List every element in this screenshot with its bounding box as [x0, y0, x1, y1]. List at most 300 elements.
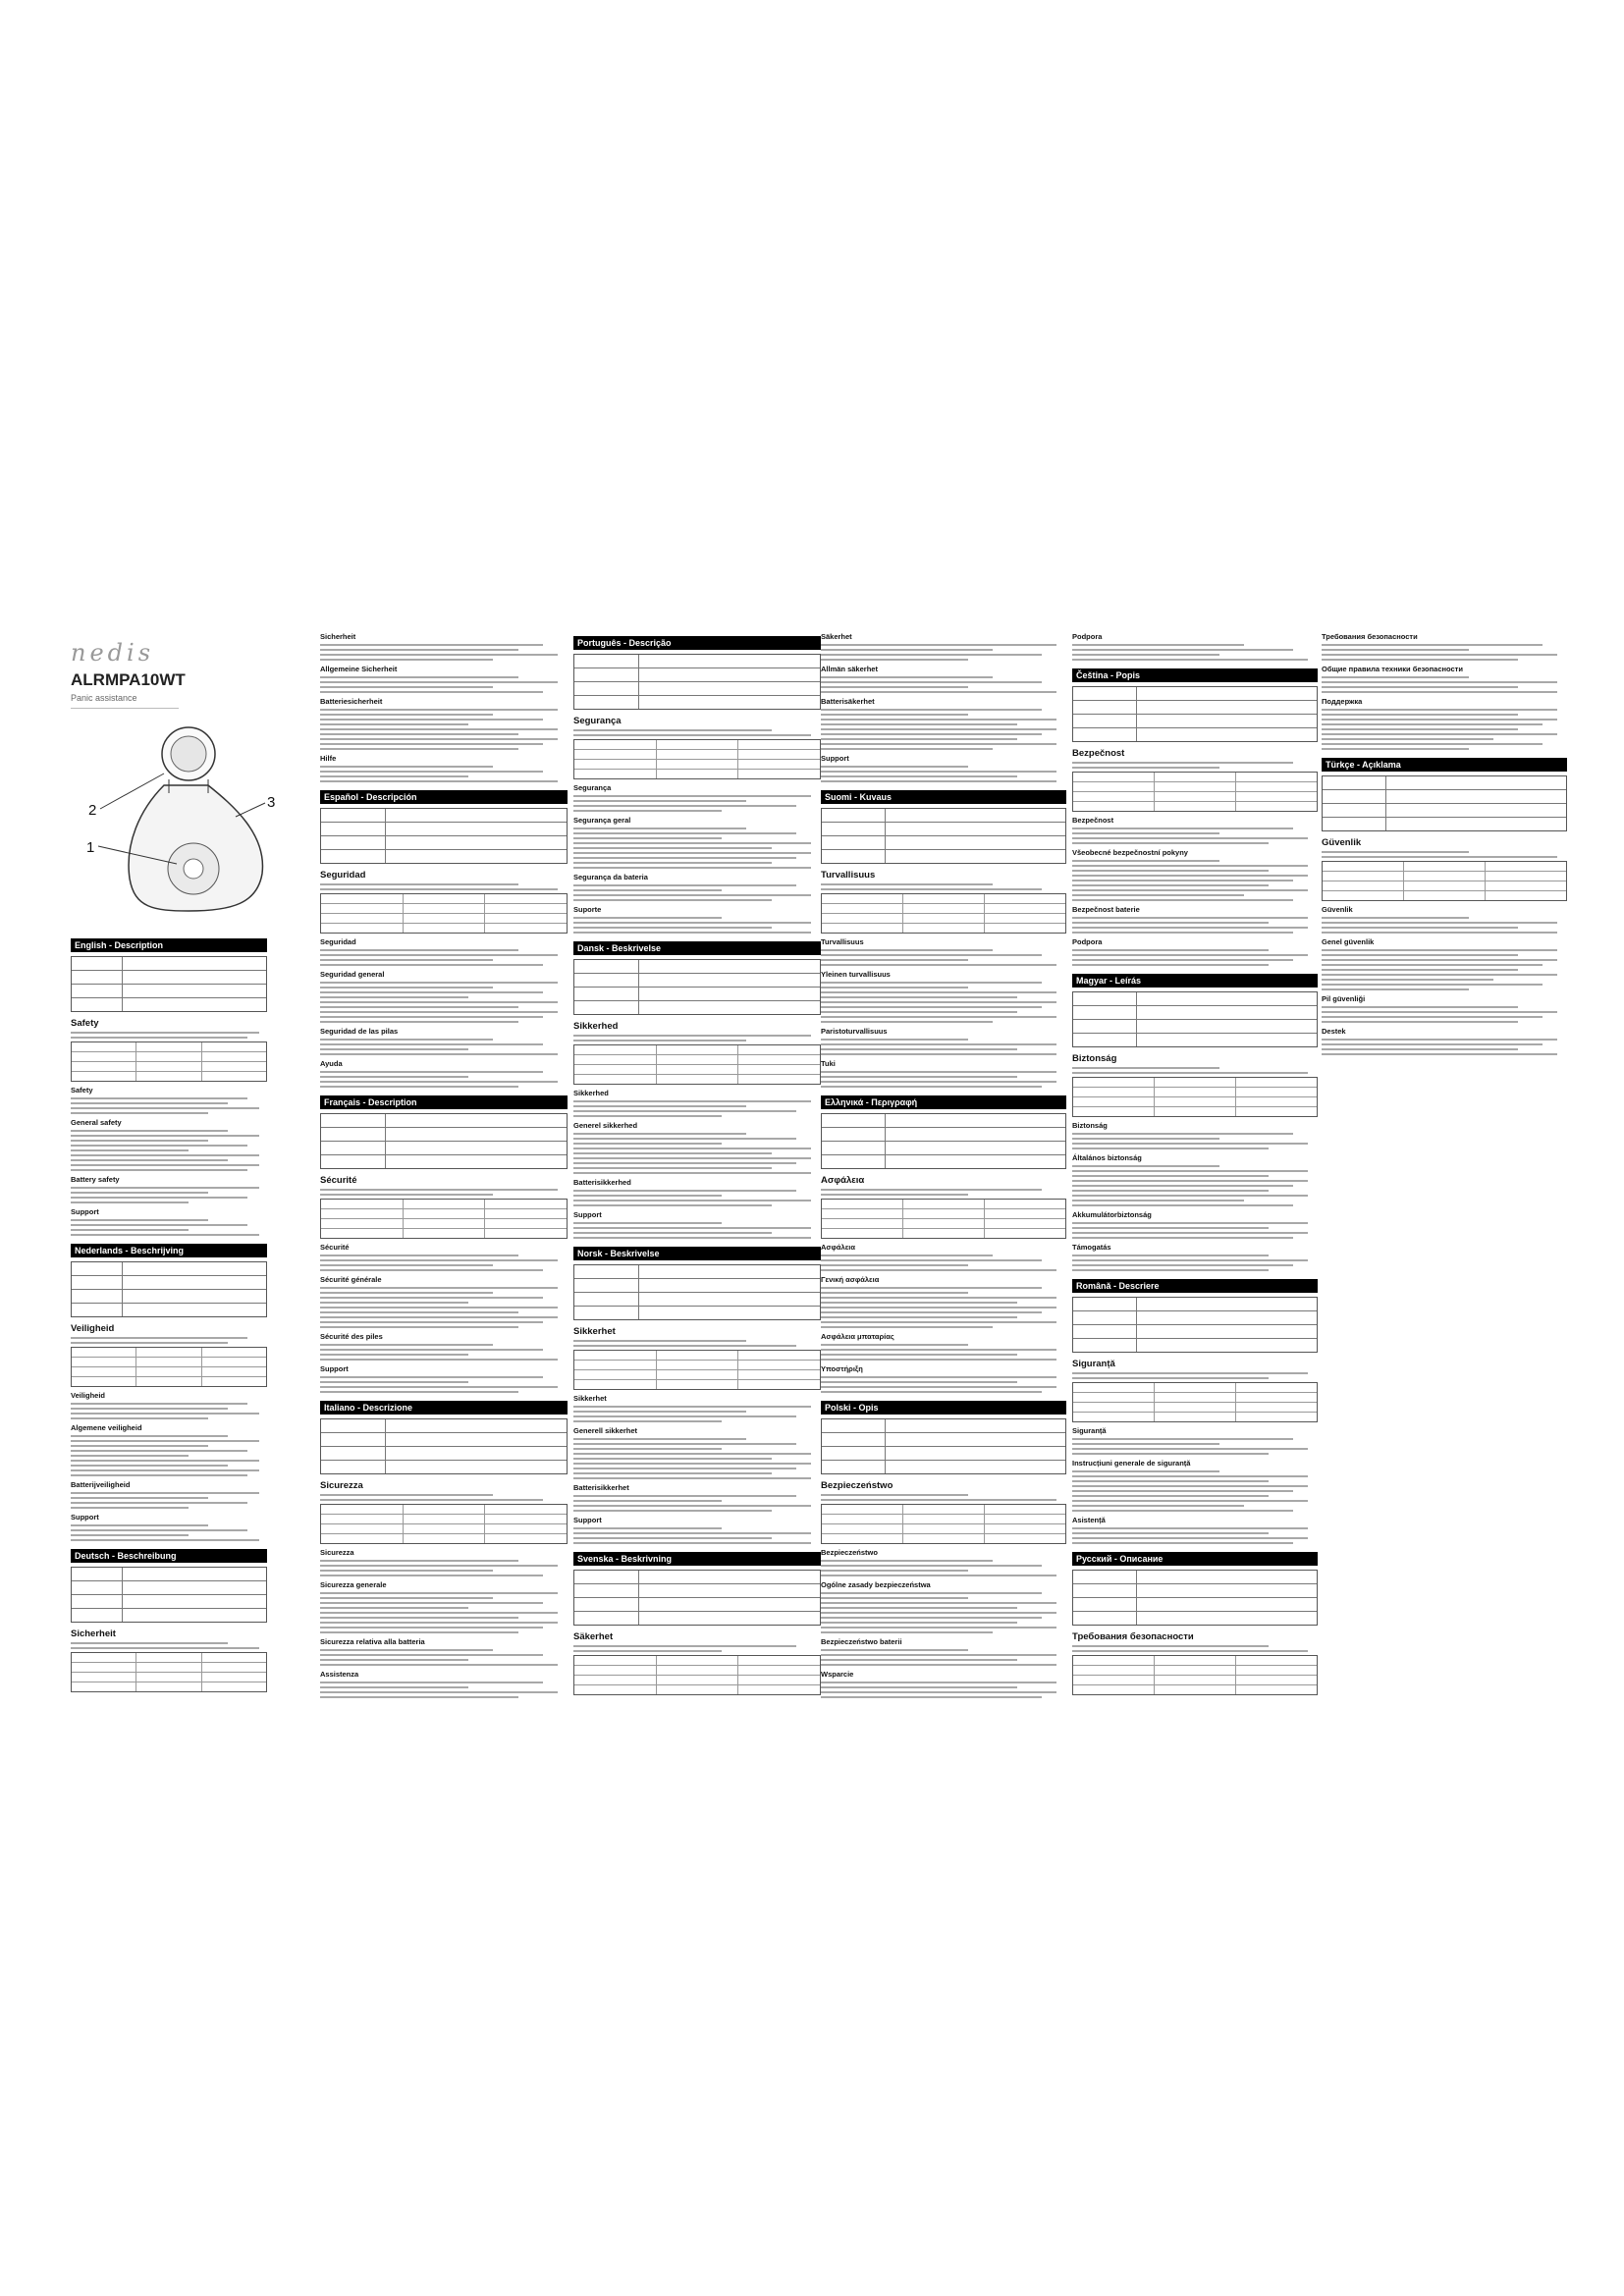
text-line — [320, 649, 518, 651]
spec-row — [1323, 790, 1566, 804]
text-line — [320, 676, 518, 678]
text-line — [320, 954, 558, 956]
parts-row — [822, 1505, 1065, 1515]
spec-key — [574, 696, 639, 709]
parts-cell — [657, 1055, 739, 1064]
parts-cell — [72, 1348, 136, 1357]
parts-cell — [1323, 891, 1404, 900]
parts-cell — [404, 1200, 486, 1208]
parts-cell — [72, 1682, 136, 1691]
spec-row — [822, 1433, 1065, 1447]
spec-row — [321, 850, 567, 863]
parts-row — [822, 1534, 1065, 1543]
subsection-heading: Güvenlik — [1322, 905, 1353, 914]
parts-cell — [136, 1072, 201, 1081]
parts-cell — [321, 1200, 404, 1208]
text-line — [821, 1664, 1056, 1666]
parts-cell — [202, 1653, 266, 1662]
parts-row — [822, 1524, 1065, 1534]
text-line — [821, 1602, 1056, 1604]
parts-row — [321, 1219, 567, 1229]
parts-cell — [72, 1673, 136, 1682]
text-line — [573, 927, 772, 929]
parts-cell — [738, 1361, 820, 1369]
text-line — [320, 888, 558, 890]
text-line — [320, 681, 558, 683]
text-line — [320, 1376, 543, 1378]
text-line — [821, 1499, 1056, 1501]
subsection-heading: Instrucțiuni generale de siguranță — [1072, 1459, 1191, 1468]
spec-key — [321, 1447, 386, 1460]
parts-row — [822, 1209, 1065, 1219]
text-line — [573, 734, 811, 736]
subsection-heading: Sikkerhed — [573, 1089, 609, 1097]
text-line — [573, 1458, 772, 1460]
text-line — [1072, 1542, 1293, 1544]
parts-cell — [136, 1682, 201, 1691]
text-line — [821, 1297, 1056, 1299]
parts-row — [1073, 1413, 1317, 1421]
parts-cell — [1486, 891, 1566, 900]
subsection-heading: Safety — [71, 1086, 93, 1095]
spec-row — [1323, 818, 1566, 830]
text-line — [320, 1602, 543, 1604]
text-line — [821, 728, 1056, 730]
brand-logo: nedis — [71, 639, 155, 667]
parts-cell — [657, 1666, 739, 1675]
spec-key — [321, 809, 386, 822]
text-line — [821, 1494, 968, 1496]
parts-row — [822, 904, 1065, 914]
text-line — [320, 982, 558, 984]
parts-row — [822, 1219, 1065, 1229]
subsection-heading: Ayuda — [320, 1059, 343, 1068]
spec-table — [71, 1261, 267, 1317]
parts-row — [321, 1515, 567, 1524]
parts-cell — [136, 1663, 201, 1672]
parts-cell — [738, 760, 820, 769]
parts-cell — [136, 1653, 201, 1662]
text-line — [821, 1321, 1056, 1323]
subsection-heading: Podpora — [1072, 632, 1103, 641]
text-line — [821, 719, 1056, 721]
spec-key — [574, 988, 639, 1000]
parts-cell — [903, 904, 985, 913]
text-line — [320, 709, 558, 711]
parts-cell — [72, 1663, 136, 1672]
parts-cell — [822, 1534, 903, 1543]
text-line — [320, 949, 518, 951]
text-line — [1072, 917, 1308, 919]
parts-row — [72, 1673, 266, 1682]
text-line — [320, 1386, 558, 1388]
text-line — [1322, 964, 1543, 966]
parts-row — [321, 1200, 567, 1209]
text-line — [573, 1532, 811, 1534]
text-line — [320, 1048, 468, 1050]
text-line — [573, 1406, 811, 1408]
parts-row — [1323, 872, 1566, 881]
subsection-heading: Veiligheid — [71, 1391, 106, 1400]
text-line — [320, 1659, 468, 1661]
text-line — [320, 771, 543, 773]
text-line — [573, 1650, 722, 1652]
text-line — [821, 1349, 1056, 1351]
parts-cell — [903, 1219, 985, 1228]
text-line — [1072, 894, 1244, 896]
text-line — [821, 649, 993, 651]
parts-cell — [485, 924, 567, 933]
parts-cell — [1155, 1088, 1236, 1096]
spec-table — [1072, 686, 1318, 742]
column-3 — [573, 628, 821, 1698]
section-header: Dansk - Beskrivelse — [573, 941, 821, 955]
text-line — [821, 780, 1056, 782]
text-line — [320, 1575, 543, 1576]
parts-cell — [657, 750, 739, 759]
text-line — [573, 1477, 811, 1479]
text-line — [1072, 762, 1293, 764]
text-line — [320, 883, 518, 885]
subsection-heading: Bezpečnost baterie — [1072, 905, 1140, 914]
parts-cell — [321, 1505, 404, 1514]
text-line — [1072, 949, 1269, 951]
text-line — [821, 1292, 968, 1294]
text-line — [1072, 1148, 1269, 1149]
text-line — [1072, 1204, 1293, 1206]
spec-key — [1073, 1311, 1137, 1324]
subsection-heading: Hilfe — [320, 754, 337, 763]
text-line — [320, 1682, 543, 1683]
text-line — [573, 1237, 811, 1239]
parts-cell — [202, 1072, 266, 1081]
subsection-heading: Säkerhet — [573, 1631, 614, 1642]
spec-table — [1072, 1297, 1318, 1353]
text-line — [1322, 714, 1518, 716]
parts-row — [1073, 782, 1317, 792]
parts-cell — [1236, 1685, 1317, 1694]
text-line — [821, 1006, 1042, 1008]
spec-key — [72, 1276, 123, 1289]
parts-cell — [202, 1052, 266, 1061]
text-line — [821, 733, 1042, 735]
parts-cell — [1073, 782, 1155, 791]
text-line — [821, 1649, 968, 1651]
text-line — [71, 1455, 189, 1457]
spec-row — [72, 1609, 266, 1622]
subsection-heading: Sicherheit — [320, 632, 356, 641]
parts-cell — [903, 1209, 985, 1218]
text-line — [1072, 1485, 1308, 1487]
text-line — [821, 1264, 968, 1266]
text-line — [573, 867, 811, 869]
spec-row — [72, 1276, 266, 1290]
parts-cell — [1073, 1676, 1155, 1684]
parts-cell — [136, 1673, 201, 1682]
text-line — [71, 1539, 259, 1541]
text-line — [1072, 927, 1308, 929]
text-line — [573, 1505, 811, 1507]
parts-cell — [1073, 1666, 1155, 1675]
subsection-heading: Sécurité générale — [320, 1275, 382, 1284]
text-line — [71, 1097, 247, 1099]
parts-cell — [1155, 1656, 1236, 1665]
parts-cell — [574, 1666, 657, 1675]
subsection-heading: Sicurezza relativa alla batteria — [320, 1637, 425, 1646]
subsection-heading: Ogólne zasady bezpieczeństwa — [821, 1580, 931, 1589]
text-line — [821, 1086, 1042, 1088]
spec-key — [822, 1447, 886, 1460]
callout-3: 3 — [267, 794, 276, 811]
parts-table — [320, 893, 568, 934]
text-line — [821, 686, 968, 688]
text-line — [320, 766, 493, 768]
parts-cell — [485, 1229, 567, 1238]
text-line — [1072, 837, 1308, 839]
text-line — [821, 959, 968, 961]
text-line — [320, 1189, 558, 1191]
text-line — [821, 1607, 1017, 1609]
text-line — [320, 1001, 558, 1003]
spec-key — [1073, 1325, 1137, 1338]
subsection-heading: Podpora — [1072, 937, 1103, 946]
text-line — [320, 1316, 558, 1318]
text-line — [1072, 1448, 1308, 1450]
parts-cell — [822, 1524, 903, 1533]
parts-row — [574, 770, 820, 778]
text-line — [71, 1145, 247, 1147]
parts-cell — [574, 1361, 657, 1369]
spec-row — [321, 1114, 567, 1128]
subsection-heading: Требования безопасности — [1072, 1631, 1194, 1642]
text-line — [1072, 1377, 1269, 1379]
spec-row — [822, 850, 1065, 863]
text-line — [320, 1631, 518, 1633]
text-line — [320, 1053, 558, 1055]
text-line — [1322, 748, 1469, 750]
spec-key — [1073, 1584, 1137, 1597]
subsection-heading: Segurança — [573, 783, 612, 792]
subsection-heading: Biztonság — [1072, 1053, 1117, 1064]
spec-key — [72, 985, 123, 997]
spec-row — [574, 682, 820, 696]
parts-row — [574, 1075, 820, 1084]
parts-cell — [738, 1656, 820, 1665]
parts-row — [321, 914, 567, 924]
spec-row — [1073, 728, 1317, 741]
text-line — [71, 1229, 189, 1231]
spec-row — [574, 974, 820, 988]
spec-row — [574, 1293, 820, 1307]
text-line — [573, 1411, 746, 1413]
text-line — [1072, 1222, 1308, 1224]
parts-cell — [985, 1219, 1065, 1228]
parts-table — [1072, 1077, 1318, 1117]
parts-row — [321, 1229, 567, 1238]
text-line — [1072, 654, 1219, 656]
spec-key — [574, 1293, 639, 1306]
spec-key — [1073, 1339, 1137, 1352]
parts-cell — [985, 1200, 1065, 1208]
parts-row — [72, 1682, 266, 1691]
subsection-heading: Sicurezza — [320, 1480, 363, 1491]
parts-cell — [485, 1209, 567, 1218]
parts-row — [574, 1065, 820, 1075]
text-line — [71, 1164, 259, 1166]
parts-cell — [72, 1358, 136, 1366]
text-line — [1072, 832, 1219, 834]
text-line — [573, 729, 772, 731]
text-line — [320, 964, 543, 966]
parts-row — [321, 904, 567, 914]
text-line — [320, 1344, 493, 1346]
spec-row — [72, 971, 266, 985]
spec-key — [822, 1128, 886, 1141]
text-line — [573, 1443, 796, 1445]
parts-cell — [822, 1209, 903, 1218]
spec-key — [1073, 1006, 1137, 1019]
parts-cell — [485, 904, 567, 913]
text-line — [821, 996, 1017, 998]
spec-row — [321, 809, 567, 823]
parts-cell — [136, 1367, 201, 1376]
text-line — [573, 1510, 772, 1512]
subsection-heading: Support — [320, 1364, 349, 1373]
text-line — [320, 748, 518, 750]
text-line — [573, 894, 811, 896]
parts-cell — [1073, 1393, 1155, 1402]
text-line — [1072, 1067, 1219, 1069]
text-line — [1072, 1185, 1293, 1187]
spec-row — [1073, 1339, 1317, 1352]
parts-cell — [72, 1042, 136, 1051]
parts-row — [72, 1062, 266, 1072]
parts-table — [71, 1347, 267, 1387]
subsection-heading: Support — [821, 754, 849, 763]
text-line — [1322, 988, 1469, 990]
parts-cell — [321, 1209, 404, 1218]
parts-table — [573, 739, 821, 779]
text-line — [821, 1081, 1056, 1083]
spec-key — [574, 1265, 639, 1278]
spec-key — [72, 1595, 123, 1608]
text-line — [71, 1154, 259, 1156]
subsection-heading: Support — [573, 1516, 602, 1524]
parts-table — [1072, 772, 1318, 812]
subsection-heading: Paristoturvallisuus — [821, 1027, 888, 1036]
text-line — [821, 654, 1042, 656]
spec-key — [574, 1612, 639, 1625]
subsection-heading: Support — [71, 1513, 99, 1522]
parts-cell — [1323, 862, 1404, 871]
text-line — [320, 723, 468, 725]
subsection-heading: Všeobecné bezpečnostní pokyny — [1072, 848, 1188, 857]
spec-table — [821, 808, 1066, 864]
text-line — [71, 1469, 259, 1471]
spec-row — [1073, 1006, 1317, 1020]
section-header: Suomi - Kuvaus — [821, 790, 1066, 804]
spec-key — [321, 1114, 386, 1127]
spec-key — [822, 1142, 886, 1154]
text-line — [1322, 686, 1518, 688]
text-line — [573, 1438, 746, 1440]
text-line — [1072, 922, 1269, 924]
spec-key — [822, 1433, 886, 1446]
text-line — [821, 888, 1042, 890]
text-line — [573, 884, 796, 886]
text-line — [320, 1391, 518, 1393]
text-line — [573, 1100, 811, 1102]
text-line — [320, 1570, 493, 1572]
parts-cell — [485, 1219, 567, 1228]
spec-row — [321, 836, 567, 850]
parts-cell — [202, 1358, 266, 1366]
text-line — [573, 1500, 722, 1502]
text-line — [1322, 649, 1469, 651]
text-line — [320, 1311, 518, 1313]
text-line — [573, 852, 811, 854]
text-line — [1322, 984, 1543, 986]
text-line — [71, 1647, 259, 1649]
subsection-heading: Segurança da bateria — [573, 873, 648, 881]
section-header: Nederlands - Beschrijving — [71, 1244, 267, 1257]
parts-cell — [404, 904, 486, 913]
text-line — [1072, 865, 1308, 867]
text-line — [320, 1039, 493, 1041]
text-line — [1072, 1170, 1308, 1172]
spec-key — [1073, 687, 1137, 700]
parts-cell — [738, 1666, 820, 1675]
parts-cell — [202, 1367, 266, 1376]
spec-row — [1323, 804, 1566, 818]
spec-key — [822, 809, 886, 822]
text-line — [821, 1691, 1056, 1693]
text-line — [573, 800, 746, 802]
spec-table — [71, 1567, 267, 1623]
parts-cell — [574, 1055, 657, 1064]
spec-key — [321, 850, 386, 863]
section-header: Türkçe - Açıklama — [1322, 758, 1567, 772]
text-line — [1322, 733, 1557, 735]
text-line — [320, 780, 558, 782]
subsection-heading: Υποστήριξη — [821, 1364, 863, 1373]
spec-key — [574, 1279, 639, 1292]
text-line — [71, 1149, 189, 1151]
text-line — [821, 949, 993, 951]
text-line — [821, 954, 1042, 956]
text-line — [1072, 1138, 1219, 1140]
text-line — [821, 748, 993, 750]
parts-cell — [404, 1209, 486, 1218]
text-line — [821, 1381, 1017, 1383]
subsection-heading: General safety — [71, 1118, 122, 1127]
subsection-heading: Общие правила техники безопасности — [1322, 665, 1463, 673]
parts-cell — [202, 1042, 266, 1051]
subsection-heading: Biztonság — [1072, 1121, 1108, 1130]
text-line — [821, 1560, 993, 1562]
text-line — [821, 1592, 1042, 1594]
subsection-heading: Sicurezza — [320, 1548, 354, 1557]
spec-row — [1073, 1598, 1317, 1612]
text-line — [71, 1197, 247, 1199]
text-line — [1322, 974, 1557, 976]
text-line — [320, 1269, 543, 1271]
text-line — [1322, 954, 1518, 956]
text-line — [320, 719, 543, 721]
parts-cell — [574, 1685, 657, 1694]
text-line — [320, 1255, 518, 1256]
text-line — [821, 1686, 1017, 1688]
